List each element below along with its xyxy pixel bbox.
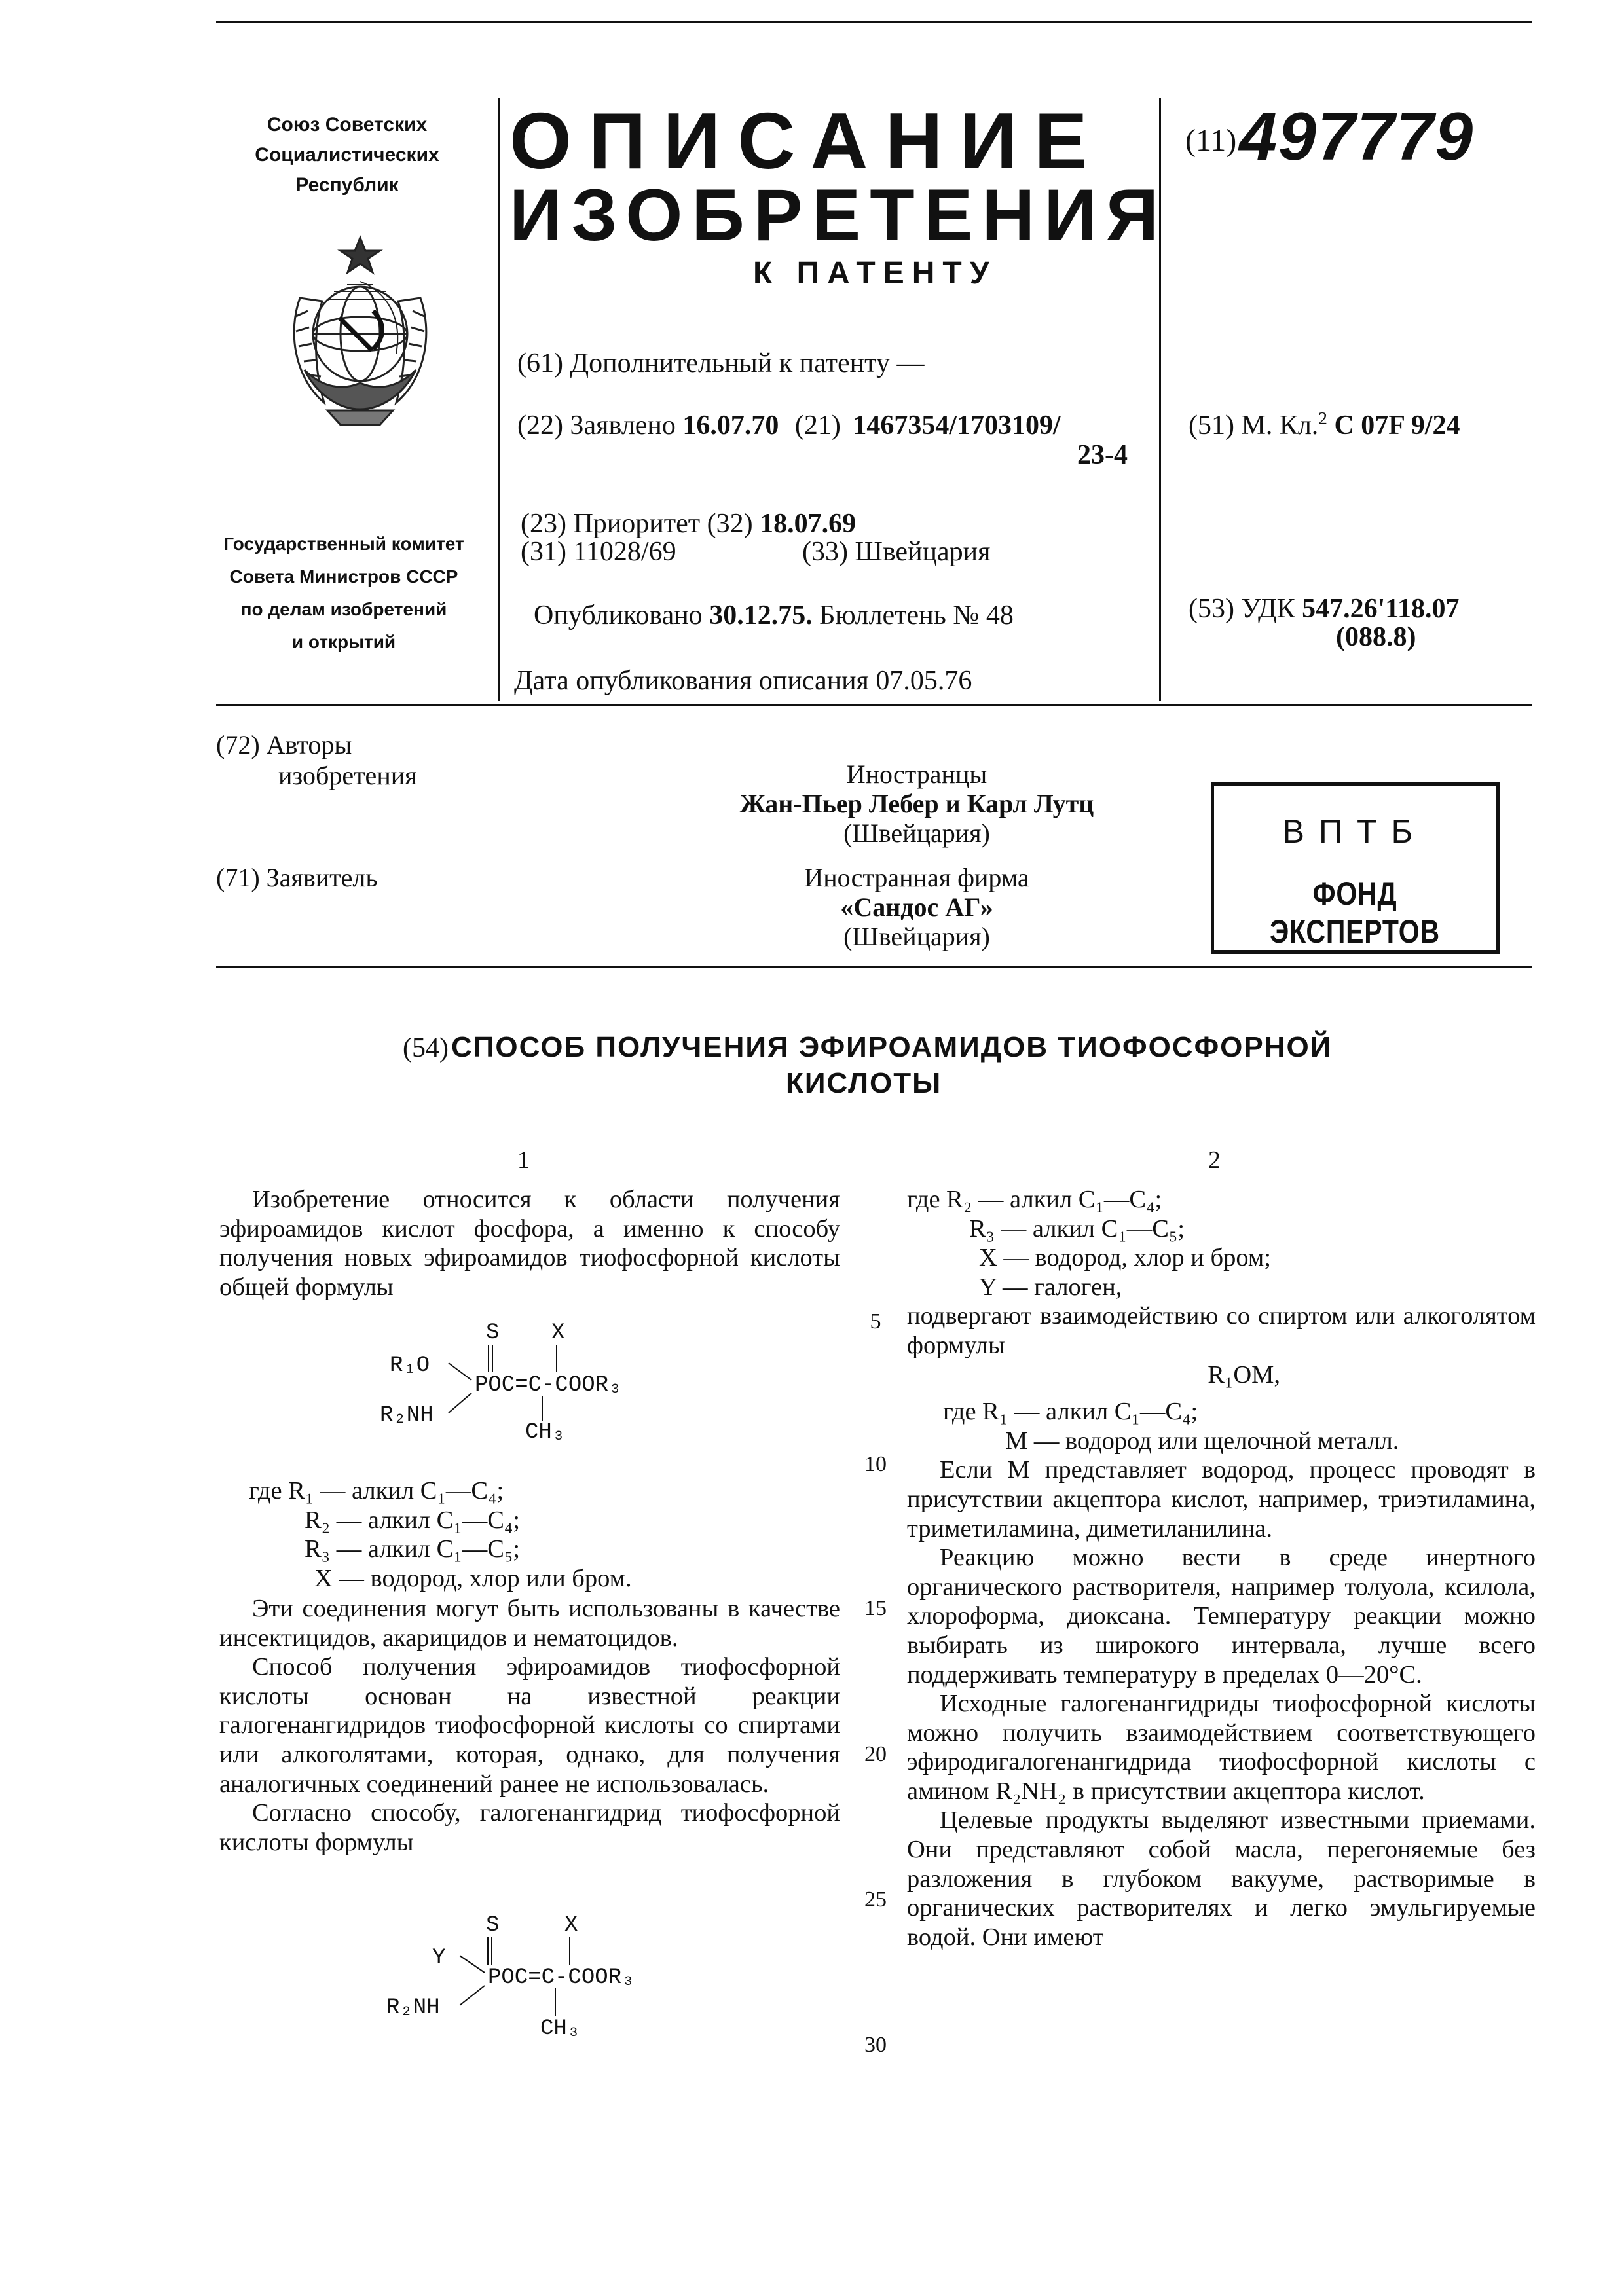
right-where-r1: где R₁ — алкил C₁—C₄; <box>943 1398 1198 1426</box>
library-stamp <box>1211 782 1500 954</box>
applicant-line-2: «Сандос АГ» <box>840 892 993 922</box>
ussr-emblem-icon <box>262 219 458 442</box>
formula-2-y: Y <box>432 1946 446 1971</box>
formula-2-x: X <box>564 1913 578 1938</box>
formula-2-ch3: CH₃ <box>540 2016 581 2041</box>
field-21-value-cont: 23-4 <box>1077 440 1128 470</box>
committee-line-4: и открытий <box>291 632 396 652</box>
column-number-1: 1 <box>517 1146 530 1174</box>
left-paragraph-3: Способ получения эфироамидов тиофосфорной кислоты основан на известной реакции галогенангидридов тиофосфорной кислоты со спиртами или алкоголятами, которая, однако, для получения аналогичных соединений ранее не использовалась. <box>219 1653 840 1798</box>
committee-line-3: по делам изобретений <box>240 599 447 619</box>
left-paragraph-4: Согласно способу, галогенангидрид тиофосфорной кислоты формулы <box>219 1799 840 1856</box>
formula-2-s: S <box>486 1913 500 1938</box>
header-divider-left <box>498 98 500 701</box>
authors-line-2: Жан-Пьер Лебер и Карл Лутц <box>739 789 1094 818</box>
formula-1 <box>380 1316 707 1447</box>
right-paragraph-3: Реакцию можно вести в среде инертного органического растворителя, например толуола, ксилола, хлороформа, диоксана. Температуру реакции можно выбирать из широкого интервала, лучше всего поддерживать температуру в пределах 0—20°C. <box>907 1544 1536 1688</box>
invention-title-line-1 <box>403 1031 1332 1064</box>
committee-line-2: Совета Министров СССР <box>229 566 458 587</box>
left-where-x: X — водород, хлор или бром. <box>314 1564 632 1592</box>
right-where-r2: где R₂ — алкил C₁—C₄; <box>907 1186 1162 1213</box>
field-51-label: (51) М. Кл. <box>1189 410 1319 441</box>
formula-1-s: S <box>486 1321 500 1345</box>
field-23-value: 18.07.69 <box>760 509 857 539</box>
field-61: (61) Дополнительный к патенту — <box>517 348 925 378</box>
left-column-body <box>219 1594 840 1857</box>
right-paragraph-1: подвергают взаимодействию со спиртом или алкоголятом формулы <box>907 1302 1536 1359</box>
formula-1-ch3: CH₃ <box>525 1420 566 1445</box>
published-date: 30.12.75. <box>709 600 813 630</box>
field-51-sup: 2 <box>1318 409 1327 428</box>
right-column-definitions <box>907 1185 1536 1952</box>
published <box>534 599 1014 632</box>
top-rule <box>216 21 1532 23</box>
formula-1-r2nh: R₂NH <box>380 1403 434 1428</box>
state-line-2: Социалистических <box>255 144 439 166</box>
applicant-line-3: (Швейцария) <box>843 922 990 951</box>
left-column-definitions <box>249 1476 838 1593</box>
right-where-x: X — водород, хлор и бром; <box>979 1244 1271 1272</box>
state-line-3: Республик <box>295 174 399 196</box>
right-formula-r1om: R₁OM, <box>1208 1360 1280 1389</box>
field-22 <box>517 409 1061 442</box>
column-number-2: 2 <box>1208 1146 1221 1174</box>
field-53-label: (53) УДК <box>1189 594 1295 624</box>
line-number-15: 15 <box>864 1596 887 1620</box>
field-51-value: C 07F 9/24 <box>1334 410 1460 441</box>
formula-2 <box>386 1908 727 2046</box>
field-22-date: 16.07.70 <box>682 410 779 441</box>
left-column-intro <box>219 1185 840 1302</box>
field-53-value: 547.26'118.07 <box>1302 594 1460 624</box>
stamp-line-1: ВПТБ <box>1282 813 1428 850</box>
formula-2-r2nh: R₂NH <box>386 1995 440 2020</box>
line-number-30: 30 <box>864 2033 887 2057</box>
authors-label-2: изобретения <box>278 761 417 790</box>
formula-1-x: X <box>551 1321 565 1345</box>
left-paragraph-2: Эти соединения могут быть использованы в качестве инсектицидов, акарицидов и нематоцидов. <box>219 1595 840 1652</box>
line-number-5: 5 <box>870 1309 881 1334</box>
field-33: (33) Швейцария <box>802 537 991 567</box>
patent-number-value: 497779 <box>1239 99 1475 175</box>
invention-title-text: СПОСОБ ПОЛУЧЕНИЯ ЭФИРОАМИДОВ ТИОФОСФОРНОЙ <box>451 1031 1333 1063</box>
field-21-value: 1467354/1703109/ <box>853 410 1061 441</box>
invention-title-line-2: КИСЛОТЫ <box>786 1067 942 1099</box>
authors-label-1: (72) Авторы <box>216 730 352 759</box>
authors-line-3: (Швейцария) <box>843 818 990 848</box>
published-label: Опубликовано <box>534 600 703 630</box>
field-53 <box>1189 592 1460 625</box>
formula-1-r1o: R₁O <box>390 1353 430 1378</box>
formula-2-core: POC=C-COOR₃ <box>488 1965 635 1990</box>
applicant-label: (71) Заявитель <box>216 863 378 892</box>
field-53-value-cont: (088.8) <box>1336 622 1416 652</box>
formula-1-core: POC=C-COOR₃ <box>475 1373 622 1398</box>
left-paragraph-1: Изобретение относится к области получения эфироамидов кислот фосфора, а именно к способу получения новых эфироамидов тиофосфорной кислоты общей формулы <box>219 1186 840 1301</box>
authors-line-1: Иностранцы <box>846 759 987 789</box>
right-where-y: Y — галоген, <box>979 1273 1122 1301</box>
left-where-r2: R₂ — алкил C₁—C₄; <box>304 1506 521 1534</box>
field-51 <box>1189 409 1460 442</box>
line-number-25: 25 <box>864 1887 887 1912</box>
field-23-label: (23) Приоритет (32) <box>521 509 753 539</box>
right-where-m: M — водород или щелочной металл. <box>1005 1427 1399 1455</box>
left-where-r3: R₃ — алкил C₁—C₅; <box>304 1535 521 1563</box>
applicant-line-1: Иностранная фирма <box>804 863 1029 892</box>
right-paragraph-4: Исходные галогенангидриды тиофосфорной кислоты можно получить взаимодействием соответствующего эфиродигалогенангидрида тиофосфорной кислоты с амином R₂NH₂ в присутствии акцептора кислот. <box>907 1690 1536 1805</box>
document-title-line-2: ИЗОБРЕТЕНИЯ <box>509 174 1168 256</box>
header-bottom-rule <box>216 704 1532 706</box>
state-line-1: Союз Советских <box>267 114 428 136</box>
bulletin: Бюллетень № 48 <box>819 600 1014 630</box>
field-22-label: (22) Заявлено <box>517 410 676 441</box>
right-paragraph-2: Если M представляет водород, процесс проводят в присутствии акцептора кислот, например, триэтиламина, триметиламина, диметиланилина. <box>907 1456 1536 1542</box>
stamp-line-2: ФОНД ЭКСПЕРТОВ <box>1270 875 1440 950</box>
committee-line-1: Государственный комитет <box>223 534 464 554</box>
line-number-10: 10 <box>864 1452 887 1476</box>
field-31: (31) 11028/69 <box>521 537 676 567</box>
field-21-label: (21) <box>794 410 841 441</box>
invention-code: (54) <box>403 1033 449 1063</box>
description-date: Дата опубликования описания 07.05.76 <box>514 666 972 696</box>
document-subtitle: К ПАТЕНТУ <box>753 256 997 291</box>
line-number-20: 20 <box>864 1742 887 1766</box>
document-title-line-1: ОПИСАНИЕ <box>509 96 1105 185</box>
right-where-r3: R₃ — алкил C₁—C₅; <box>969 1214 1185 1243</box>
patent-number-code: (11) <box>1185 123 1237 158</box>
parties-bottom-rule <box>216 966 1532 968</box>
right-paragraph-5: Целевые продукты выделяют известными приемами. Они представляют собой масла, перегоняемые без разложения в глубоком вакууме, растворимые в органических растворителях и легко эмульгируемые водой. Они имеют <box>907 1806 1536 1951</box>
patent-number <box>1185 98 1474 176</box>
left-where-r1: где R₁ — алкил C₁—C₄; <box>249 1477 504 1504</box>
